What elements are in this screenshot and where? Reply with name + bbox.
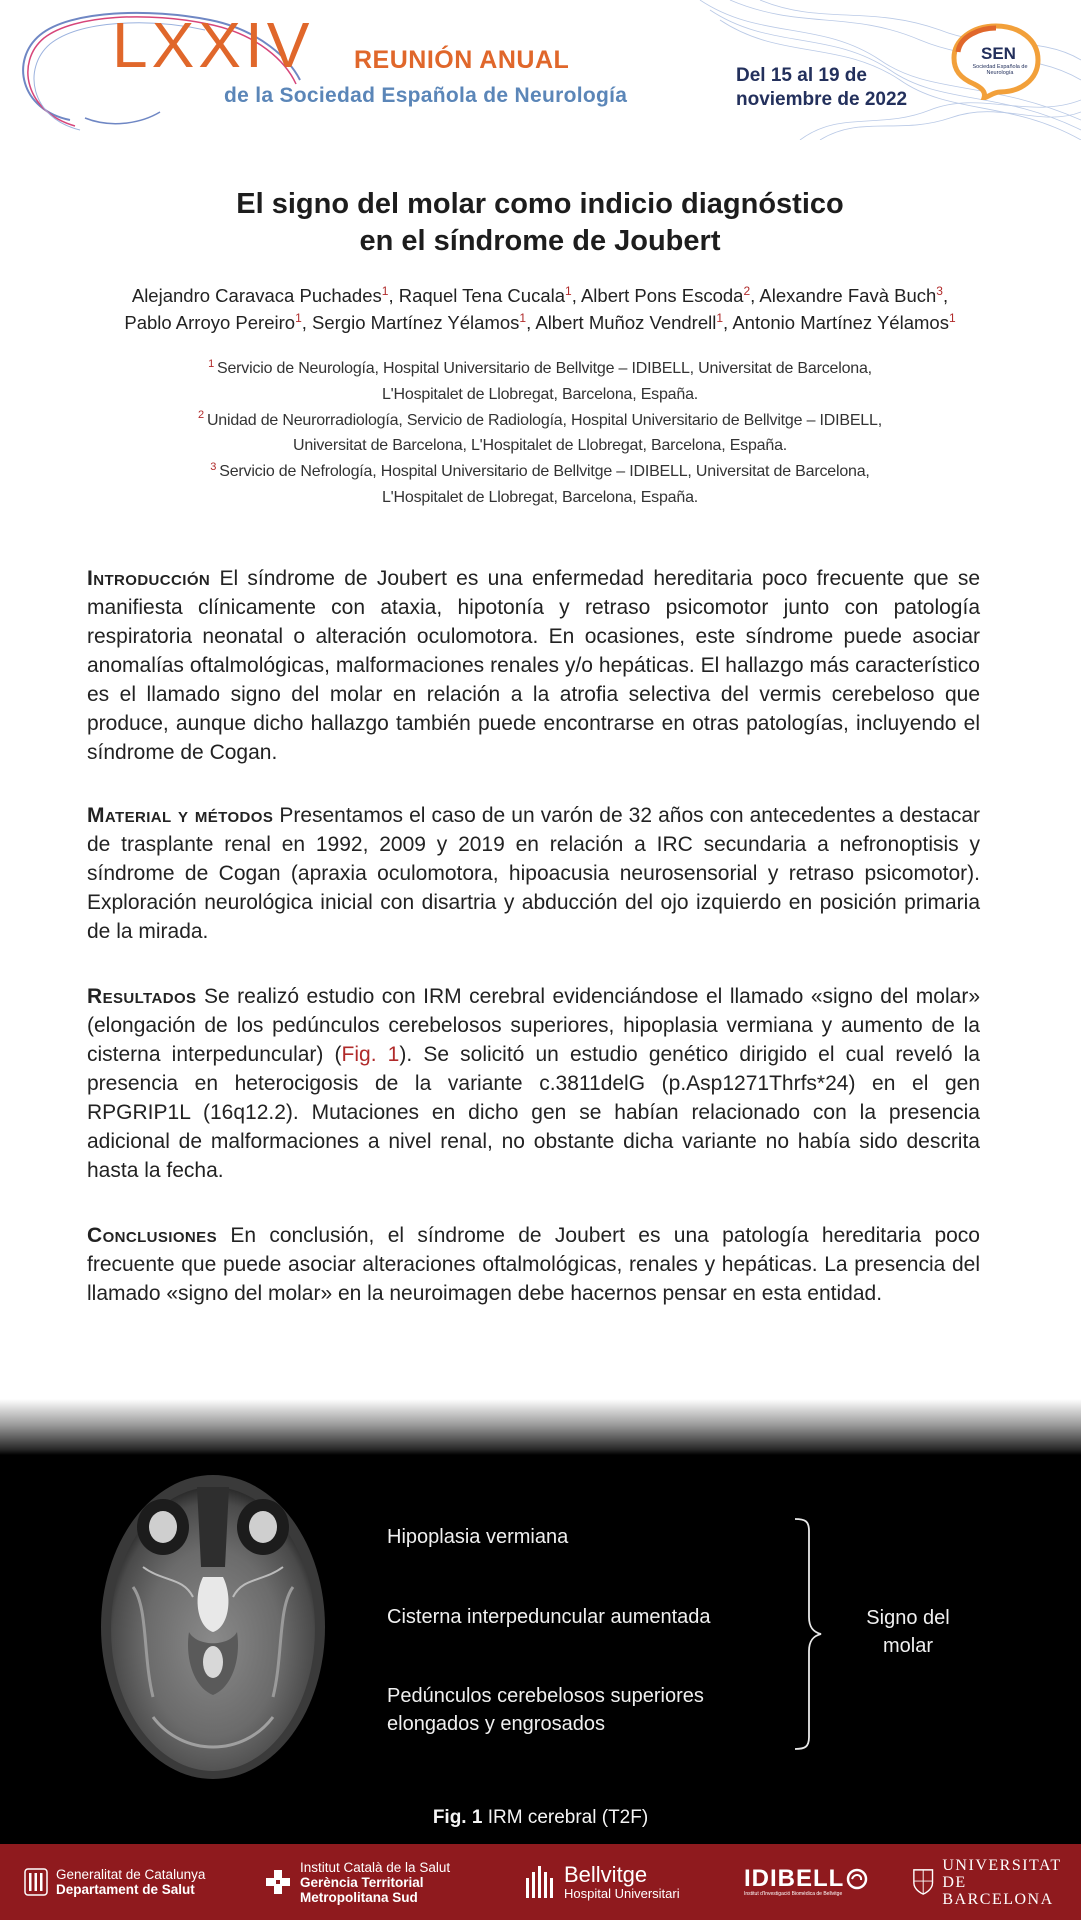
ub-line2: BARCELONA [942, 1890, 1054, 1908]
section-heading: Material y métodos [87, 804, 274, 827]
gencat-logo [24, 1844, 205, 1920]
figure-label-pedunculos [387, 1682, 787, 1738]
curly-bracket-icon [793, 1517, 823, 1751]
section-methods [87, 801, 980, 946]
section-introduction [87, 564, 980, 767]
section-text: En conclusión, el síndrome de Joubert es una patología hereditaria poco frecuente que puede asociar alteraciones oftalmológicas, renales y hepáticas. La presencia del llamado «signo del molar» en la neuroimagen debe hacernos pensar en esta entidad. [87, 1224, 980, 1305]
author-name: Sergio Martínez Yélamos [312, 312, 520, 333]
section-text: El síndrome de Joubert es una enfermedad hereditaria poco frecuente que se manifiesta clínicamente con ataxia, hipotonía y retraso psicomotor junto con patología respiratoria neonatal o alteración oculomotora. En ocasiones, este síndrome puede asociar anomalías oftalmológicas, malformaciones renales y/o hepáticas. El hallazgo más característico es el llamado signo del molar en relación a la atrofia selectiva del vermis cerebeloso que produce, aunque dicho hallazgo también puede encontrarse en otras patologías, incluyendo el síndrome de Cogan. [87, 567, 981, 764]
conference-reunion-label: REUNIÓN ANUAL [354, 46, 570, 74]
affiliation-text: Servicio de Nefrología, Hospital Universitario de Bellvitge – IDIBELL, Universitat de Barcelona, [219, 463, 870, 481]
paper-title-line1: El signo del molar como indicio diagnóstico [236, 188, 844, 220]
sen-logo-subtitle: Sociedad Española de Neurología [972, 64, 1028, 76]
figure-label-cisterna: Cisterna interpeduncular aumentada [387, 1606, 711, 1628]
figure-label-pedunculos-line1: Pedúnculos cerebelosos superiores [387, 1685, 704, 1707]
sen-logo-text: SEN [981, 44, 1016, 63]
conference-dates [736, 64, 946, 112]
paper-title-line2: en el síndrome de Joubert [359, 225, 721, 257]
affiliation-item [90, 408, 990, 460]
section-text: ). Se solicitó un estudio genético dirigido el cual reveló la presencia en heterocigosis de la variante c.3811delG (p.Asp1271Thrfs*24) en el gen RPGRIP1L (16q12.2). Mutaciones en dicho gen se habían relacionado con la presencia adicional de malformaciones a nivel renal, no obstante dicha variante no había sido descrita hasta la fecha. [87, 1043, 980, 1182]
author-name: Pablo Arroyo Pereiro [124, 312, 296, 333]
affiliation-item [90, 459, 990, 511]
section-heading: Introducción [87, 567, 211, 590]
gencat-line2: Departament de Salut [56, 1882, 195, 1897]
figure-label-signo-line1: Signo del [866, 1607, 950, 1629]
ub-line1: UNIVERSITAT DE [942, 1856, 1062, 1891]
section-text: Presentamos el caso de un varón de 32 años con antecedentes a destacar de trasplante renal en 1992, 2009 y 2019 en relación a IRC secundaria a nefronoptisis y síndrome de Cogan (apraxia oculomotora, hipoacusia neurosensorial y retraso psicomotor). Exploración neurológica inicial con disartria y abducción del ojo izquierdo en posición primaria de la mirada. [87, 804, 980, 943]
affiliation-list [90, 356, 990, 511]
ub-shield-icon [912, 1867, 934, 1897]
section-conclusions [87, 1221, 980, 1308]
bellvitge-bars-icon [524, 1864, 556, 1900]
conference-header [0, 0, 1081, 140]
figure-caption-number: Fig. 1 [432, 1807, 483, 1828]
author-list [40, 282, 1040, 336]
figure-label-pedunculos-line2: elongados y engrosados [387, 1713, 605, 1735]
section-text: Se realizó estudio con IRM cerebral evidenciándose el llamado «signo del molar» (elongación de los pedúnculos cerebelosos superiores, hipoplasia vermiana y aumento de la cisterna interpeduncular) ( [87, 985, 980, 1066]
ics-logo [264, 1844, 450, 1920]
author-name: Albert Muñoz Vendrell [535, 312, 717, 333]
idibell-subtitle: Institut d'Investigació Biomèdica de Bellvitge [744, 1890, 843, 1897]
author-affiliation: 2 [743, 283, 751, 298]
gencat-icon [24, 1868, 48, 1896]
author-line-2: Pablo Arroyo Pereiro$^1$, Sergio Martínez Yélamos$^1$, Albert Muñoz Vendrell$^1$, Antonio Martínez Yélamos$^1$ [124, 310, 956, 333]
figure-label-vermis: Hipoplasia vermiana [387, 1526, 569, 1548]
idibell-swirl-icon [846, 1868, 868, 1890]
conference-number: LXXIV [112, 9, 314, 81]
affiliation-number: 3 [210, 460, 217, 473]
idibell-name: IDIBELL [744, 1864, 845, 1892]
bellvitge-subtitle: Hospital Universitari [564, 1885, 680, 1901]
figure-caption-text: IRM cerebral (T2F) [487, 1807, 649, 1828]
conference-society-label: de la Sociedad Española de Neurología [224, 84, 628, 107]
affiliation-number: 1 [208, 357, 214, 370]
affiliation-text: L'Hospitalet de Llobregat, Barcelona, España. [381, 385, 699, 403]
author-affiliation: 1 [519, 310, 527, 325]
conference-dates-line1: Del 15 al 19 de [736, 65, 867, 86]
section-heading: Resultados [87, 985, 197, 1008]
gencat-line1: Generalitat de Catalunya [56, 1867, 206, 1882]
author-affiliation: 1 [295, 310, 302, 325]
figure-mri [0, 1395, 1081, 1844]
affiliation-text: Servicio de Neurología, Hospital Universitario de Bellvitge – IDIBELL, Universitat de Barcelona, [217, 360, 872, 377]
figure-label-signo-molar [848, 1604, 968, 1660]
affiliation-number: 2 [198, 409, 204, 422]
brain-mri-image [93, 1457, 333, 1817]
author-affiliation: 1 [716, 310, 724, 325]
affiliation-text: Universitat de Barcelona, L'Hospitalet de Llobregat, Barcelona, España. [292, 437, 788, 455]
author-name: Alexandre Favà Buch [759, 285, 937, 306]
author-affiliation: 3 [936, 283, 943, 298]
bellvitge-logo [524, 1844, 680, 1920]
section-results [87, 982, 980, 1185]
ics-line3: Metropolitana Sud [300, 1889, 418, 1905]
figure-reference-link[interactable]: Fig. 1 [341, 1043, 400, 1066]
figure-label-signo-line2: molar [882, 1635, 933, 1657]
bellvitge-name: Bellvitge [564, 1861, 648, 1887]
author-affiliation: 1 [948, 310, 956, 325]
paper-title [90, 186, 990, 260]
affiliation-text: L'Hospitalet de Llobregat, Barcelona, España. [381, 488, 699, 506]
author-name: Raquel Tena Cucala [398, 285, 566, 306]
conference-dates-line2: noviembre de 2022 [736, 89, 908, 110]
ics-line2: Gerència Territorial [300, 1874, 424, 1890]
ics-line1: Institut Català de la Salut [300, 1859, 451, 1875]
sponsor-footer [0, 1844, 1081, 1920]
author-name: Antonio Martínez Yélamos [732, 312, 949, 333]
ub-logo [912, 1844, 1081, 1920]
author-affiliation: 1 [381, 283, 389, 298]
figure-caption [0, 1807, 1081, 1829]
author-line-1: Alejandro Caravaca Puchades$^1$, Raquel Tena Cucala$^1$, Albert Pons Escoda$^2$, Alexandre Favà Buch$^3$, [131, 283, 949, 306]
ics-cross-icon [264, 1868, 292, 1896]
author-affiliation: 1 [565, 283, 572, 298]
section-heading: Conclusiones [87, 1224, 217, 1247]
author-name: Albert Pons Escoda [580, 285, 744, 306]
author-name: Alejandro Caravaca Puchades [131, 285, 382, 306]
affiliation-text: Unidad de Neurorradiología, Servicio de Radiología, Hospital Universitario de Bellvitge – IDIBELL, [206, 411, 882, 429]
affiliation-item [90, 356, 990, 408]
idibell-logo [744, 1844, 868, 1920]
